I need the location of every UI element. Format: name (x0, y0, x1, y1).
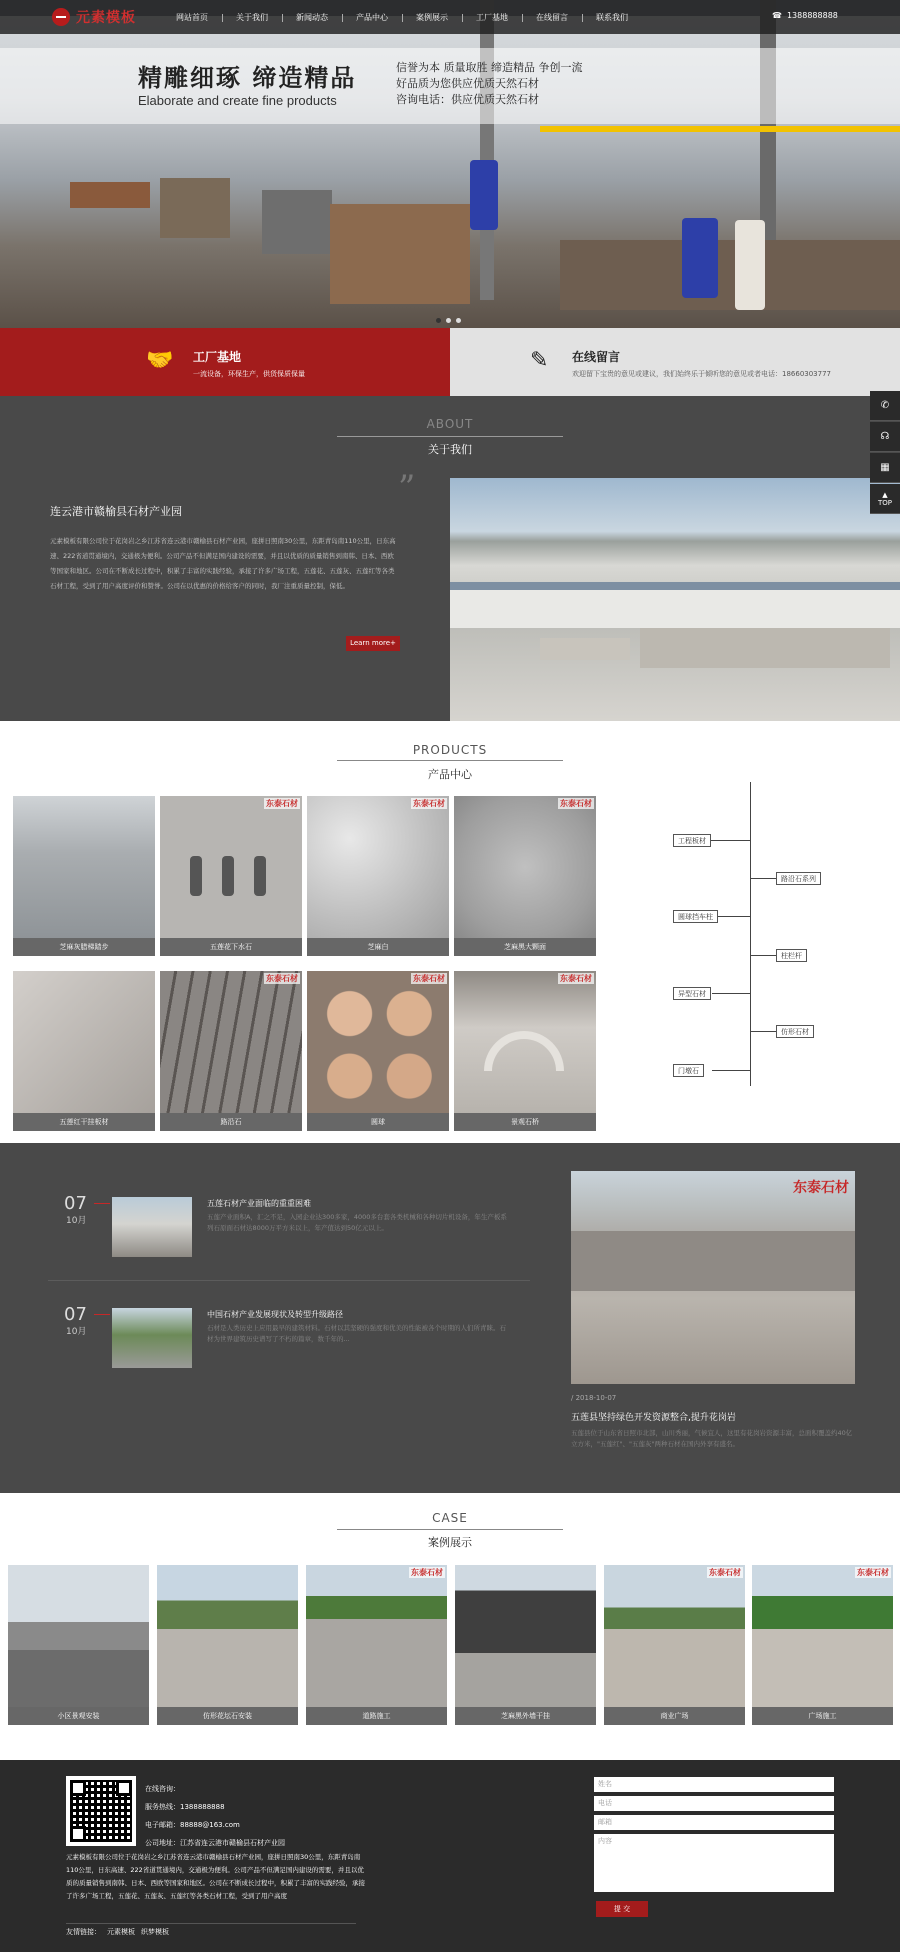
timeline-connector (712, 1070, 750, 1071)
product-caption: 路沿石 (160, 1113, 302, 1131)
nav-phone-number: 1388888888 (786, 11, 838, 20)
footer-email: 电子邮箱：88888@163.com (145, 1821, 240, 1829)
side-phone-button[interactable] (870, 391, 900, 421)
category-item[interactable]: 路沿石系列 (776, 872, 821, 885)
hero-floor (560, 240, 900, 310)
nav-item-message[interactable]: 在线留言 (522, 12, 582, 23)
learn-more-button[interactable]: Learn more+ (346, 636, 400, 651)
footer-consult: 在线咨询： (145, 1785, 180, 1793)
qr-finder (70, 1780, 86, 1796)
hero-crane (540, 126, 900, 132)
case-card[interactable] (306, 1565, 447, 1725)
timeline-connector (750, 955, 776, 956)
product-card[interactable] (454, 796, 596, 956)
hero-worker (470, 160, 498, 230)
side-qr-button[interactable] (870, 453, 900, 483)
nav-item-factory[interactable]: 工厂基地 (462, 12, 522, 23)
nav-phone (772, 11, 838, 20)
hero-stone (70, 182, 150, 208)
news-day: 07 (64, 1193, 87, 1214)
hero-slogan (396, 60, 583, 108)
product-image (13, 971, 155, 1113)
case-image (8, 1565, 149, 1707)
hero-stone (262, 190, 332, 254)
feature-message-title: 在线留言 (572, 350, 621, 364)
hero-pillar (480, 0, 494, 300)
products-divider (337, 760, 563, 761)
name-field[interactable]: 姓名 (594, 1777, 834, 1792)
case-caption: 商业广场 (604, 1707, 745, 1725)
carousel-dot[interactable] (446, 318, 451, 323)
product-card[interactable] (160, 796, 302, 956)
product-caption: 芝麻白 (307, 938, 449, 956)
friend-link[interactable]: 元素模板 (107, 1928, 135, 1936)
category-item[interactable]: 圆球挡车柱 (673, 910, 718, 923)
cases-heading-cn: 案例展示 (428, 1536, 472, 1549)
footer-body: 元素模板有限公司位于花岗岩之乡江苏省连云港市赣榆县石材产业园，座拼日照南30公里，东距青岛南110公里，日东高速、222省道贯通境内，交通极为便利。公司产品不但满足国内建设的需要，并且以优质的质量销售到南韩、日本、西欧等国家和地区。公司在不断成长过程中，积累了丰富的实践经验，承接了许多广场工程，五莲花、五莲灰、五莲红等各类石材工程，受到了用户高度 (66, 1853, 365, 1900)
case-image (306, 1565, 447, 1707)
logo-text: 元素模板 (76, 10, 136, 26)
friend-links (66, 1927, 169, 1937)
logo[interactable] (52, 7, 136, 27)
footer-service: 服务热线：1388888888 (145, 1803, 225, 1811)
hero-subtitle: Elaborate and create fine products (138, 93, 337, 108)
factory-building (450, 588, 900, 628)
category-item[interactable]: 柱栏杆 (776, 949, 807, 962)
category-item[interactable]: 仿形石材 (776, 1025, 814, 1038)
brand-watermark: 东泰石材 (709, 1568, 741, 1577)
hero-worker (735, 220, 765, 310)
logo-icon (52, 8, 70, 26)
category-item[interactable]: 工程板材 (673, 834, 711, 847)
feature-factory-desc: 一流设备，环保生产，供货保质保量 (193, 370, 305, 378)
friend-link[interactable]: 织梦模板 (141, 1928, 169, 1936)
nav-item-contact[interactable]: 联系我们 (582, 12, 642, 23)
content-field[interactable]: 内容 (594, 1834, 834, 1892)
product-image (160, 971, 302, 1113)
top-nav (0, 0, 900, 34)
feature-message-text (572, 348, 831, 379)
case-card[interactable] (455, 1565, 596, 1725)
category-timeline-axis (750, 782, 751, 1086)
product-card[interactable] (307, 971, 449, 1131)
news-month: 10月 (66, 1216, 87, 1226)
feature-factory-title: 工厂基地 (193, 350, 242, 364)
nav-item-news[interactable]: 新闻动态 (282, 12, 342, 23)
qr-pattern (70, 1780, 132, 1842)
case-card[interactable] (8, 1565, 149, 1725)
case-image (604, 1565, 745, 1707)
brand-watermark: 东泰石材 (266, 974, 298, 983)
news-date-accent (94, 1314, 110, 1315)
product-caption: 五莲花下水石 (160, 938, 302, 956)
product-caption: 景观石桥 (454, 1113, 596, 1131)
about-body: 元素模板有限公司位于花岗岩之乡江苏省连云港市赣榆县石材产业园，座拼日照南30公里，东距青岛南110公里，日东高速、222省道贯通境内，交通极为便利。公司产品不但满足国内建设的需要，并且以优质的质量销售到南韩、日本、西欧等国家和地区。公司在不断成长过程中，积累了丰富的实践经验，承接了许多广场工程，五莲花、五莲灰、五莲红等各类石材工程，受到了用户高度评价和赞誉。公司在以优惠的价格给客户的同时，我厂注重质量控制，保低。 (50, 537, 396, 590)
timeline-connector (750, 878, 776, 879)
feature-factory[interactable] (0, 328, 450, 396)
case-card[interactable] (157, 1565, 298, 1725)
news-thumbnail[interactable] (112, 1308, 192, 1368)
news-feature-image[interactable] (571, 1171, 855, 1384)
news-feature-date: / 2018-10-07 (571, 1394, 617, 1402)
case-image (455, 1565, 596, 1707)
product-card[interactable] (160, 971, 302, 1131)
category-item[interactable]: 异型石材 (673, 987, 711, 1000)
carousel-dot[interactable] (436, 318, 441, 323)
news-title[interactable]: 五莲石材产业面临的重重困难 (207, 1199, 311, 1208)
product-card[interactable] (454, 971, 596, 1131)
hero-slogan-line: 咨询电话：供应优质天然石材 (396, 93, 539, 106)
hero-slogan-line: 信誉为本 质量取胜 缔造精品 争创一流 (396, 61, 583, 74)
news-desc: 石材是人类历史上应用最早的建筑材料。石材以其坚硬的强度和优美的性能被各个时期的人们所青睐。石材为世界建筑历史谱写了不朽的篇章，数千年的... (207, 1324, 506, 1343)
back-to-top-button[interactable] (870, 484, 900, 514)
about-title: 连云港市赣榆县石材产业园 (50, 505, 182, 518)
news-month: 10月 (66, 1327, 87, 1337)
category-item[interactable]: 门墩石 (673, 1064, 704, 1077)
product-caption: 圆球 (307, 1113, 449, 1131)
products-heading-cn: 产品中心 (428, 768, 472, 781)
stone-pile (640, 628, 890, 668)
cases-heading-en: CASE (432, 1511, 468, 1525)
footer-address: 公司地址：江苏省连云港市赣榆县石材产业园 (145, 1839, 285, 1847)
phone-field[interactable]: 电话 (594, 1796, 834, 1811)
qr-finder (116, 1780, 132, 1796)
headset-icon: ☊ (880, 431, 890, 442)
case-caption: 广场施工 (752, 1707, 893, 1725)
product-caption: 芝麻灰腊梯踏步 (13, 938, 155, 956)
qr-finder (70, 1826, 86, 1842)
edit-note-icon: ✎ (530, 348, 549, 373)
case-image (157, 1565, 298, 1707)
case-caption: 道路施工 (306, 1707, 447, 1725)
quarry-wall (571, 1231, 855, 1291)
brand-watermark: 东泰石材 (560, 799, 592, 808)
news-day: 07 (64, 1304, 87, 1325)
products-heading-en: PRODUCTS (412, 743, 488, 757)
case-card[interactable] (752, 1565, 893, 1725)
handshake-icon: 🤝 (146, 348, 174, 373)
footer-contact (145, 1780, 285, 1852)
news-separator (48, 1280, 530, 1281)
hero-worker (682, 218, 718, 298)
nav-item-cases[interactable]: 案例展示 (402, 12, 462, 23)
case-caption: 芝麻黑外墙干挂 (455, 1707, 596, 1725)
hero-title: 精雕细琢 缔造精品 (138, 64, 357, 92)
feature-factory-text (193, 348, 305, 379)
product-image (307, 971, 449, 1113)
product-image (454, 796, 596, 938)
brand-watermark: 东泰石材 (266, 799, 298, 808)
timeline-connector (750, 1031, 776, 1032)
product-card[interactable] (13, 796, 155, 956)
nav-item-products[interactable]: 产品中心 (342, 12, 402, 23)
product-image-slot (254, 856, 266, 896)
submit-button[interactable]: 提 交 (596, 1901, 648, 1917)
main-menu (162, 0, 642, 34)
about-factory-image (450, 478, 900, 721)
phone-icon: ☎ (772, 11, 782, 20)
side-service-button[interactable] (870, 422, 900, 452)
feature-message-desc: 欢迎留下宝贵的意见或建议，我们始终乐于倾听您的意见或者电话：18660303777 (572, 370, 831, 378)
email-field[interactable]: 邮箱 (594, 1815, 834, 1830)
news-date-accent (94, 1203, 110, 1204)
arrow-up-icon: ▲ (882, 490, 888, 499)
about-heading-cn: 关于我们 (428, 443, 472, 456)
timeline-connector (710, 840, 750, 841)
product-image-slot (190, 856, 202, 896)
case-image (752, 1565, 893, 1707)
carousel-dot[interactable] (456, 318, 461, 323)
carousel-dots (436, 318, 461, 323)
friend-links-label: 友情链接： (66, 1928, 101, 1936)
timeline-connector (718, 916, 750, 917)
brand-watermark: 东泰石材 (413, 974, 445, 983)
nav-item-home[interactable]: 网站首页 (176, 12, 208, 22)
news-thumbnail[interactable] (112, 1197, 192, 1257)
qr-code (66, 1776, 136, 1846)
brand-watermark: 东泰石材 (793, 1180, 849, 1196)
news-feature-desc: 五莲县位于山东省日照市北部，山川秀丽，气候宜人，这里有花岗岩资源丰富，总面积覆盖约40亿立方米，"五莲红"、"五莲灰"两种石材在国内外享有盛名。 (571, 1429, 853, 1448)
product-image (307, 796, 449, 938)
cases-divider (337, 1529, 563, 1530)
footer-divider (66, 1923, 356, 1924)
case-caption: 小区景观安装 (8, 1707, 149, 1725)
factory-roof (450, 582, 900, 590)
brand-watermark: 东泰石材 (411, 1568, 443, 1577)
back-to-top-label: TOP (877, 498, 892, 507)
nav-item-about[interactable]: 关于我们 (222, 12, 282, 23)
case-card[interactable] (604, 1565, 745, 1725)
feature-message[interactable] (450, 328, 900, 396)
news-desc: 五莲产业面积A，汇之不足，入园企业达300多家，4000多台套各类机械和各种切片机设备，年生产板系列石原面石材达8000万平方米以上，年产值达到50亿元以上。 (207, 1213, 507, 1232)
brand-watermark: 东泰石材 (857, 1568, 889, 1577)
hero-stone (330, 204, 470, 304)
about-heading-en: ABOUT (426, 417, 474, 431)
product-card[interactable] (307, 796, 449, 956)
hero-stone (160, 178, 230, 238)
brand-watermark: 东泰石材 (413, 799, 445, 808)
stone-pile (540, 638, 630, 660)
product-image-slot (222, 856, 234, 896)
product-card[interactable] (13, 971, 155, 1131)
product-caption: 五莲红干挂板材 (13, 1113, 155, 1131)
phone-icon: ✆ (880, 400, 890, 411)
product-caption: 芝麻黑大颗面 (454, 938, 596, 956)
news-title[interactable]: 中国石材产业发展现状及转型升级路径 (207, 1310, 343, 1319)
product-image (13, 796, 155, 938)
hero-banner (0, 0, 900, 328)
brand-watermark: 东泰石材 (560, 974, 592, 983)
hero-slogan-line: 好品质为您供应优质天然石材 (396, 77, 539, 90)
timeline-connector (712, 993, 750, 994)
qr-icon: ▦ (880, 462, 890, 473)
case-caption: 仿形花坛石安装 (157, 1707, 298, 1725)
news-feature-title[interactable]: 五莲县坚持绿色开发资源整合,提升花岗岩 (571, 1413, 736, 1423)
quote-icon: ” (398, 468, 416, 508)
about-divider (337, 436, 563, 437)
